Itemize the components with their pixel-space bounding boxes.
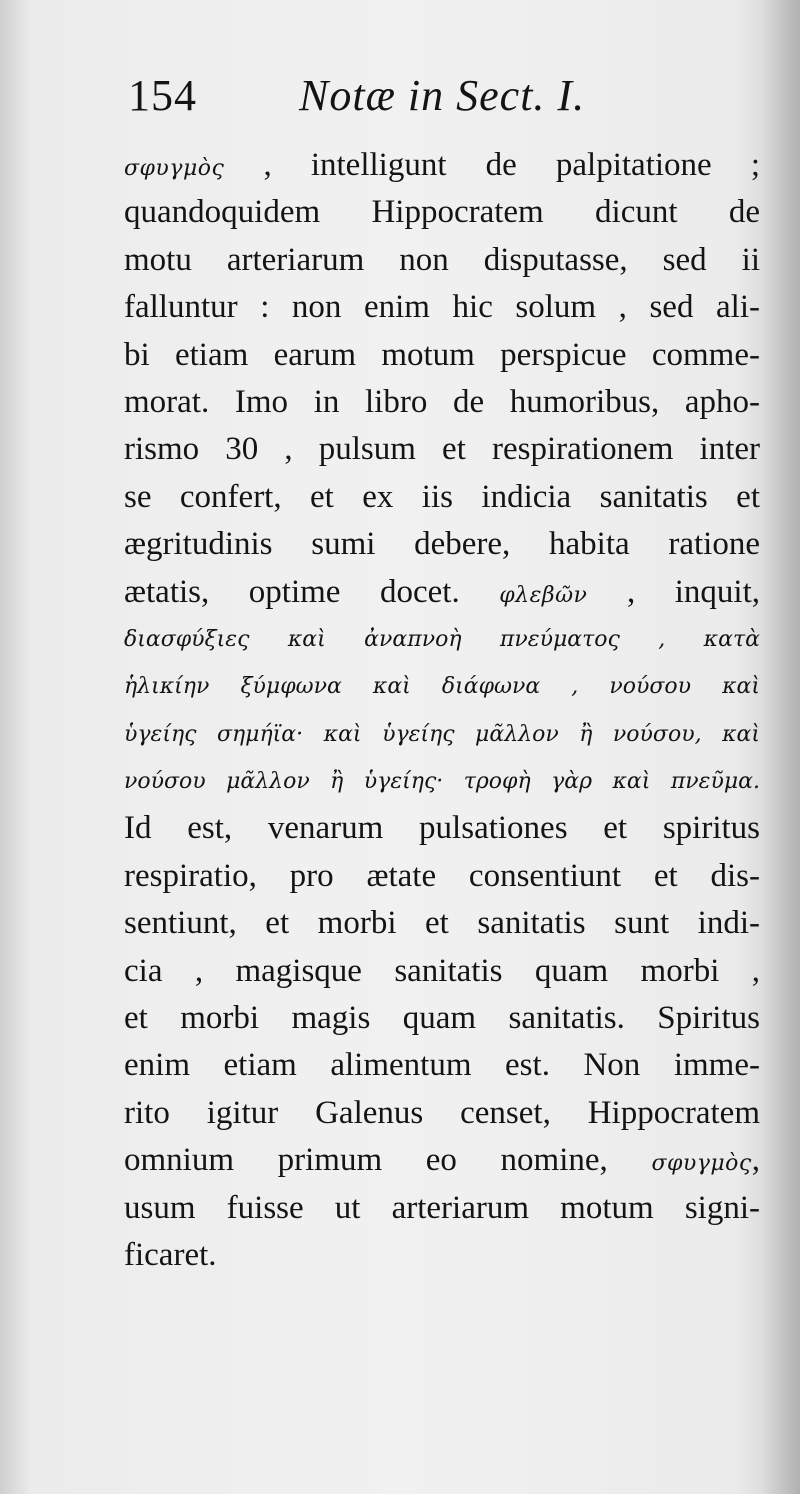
text-line: quandoquidem Hippocratem dicunt de xyxy=(124,194,760,231)
text-line: motu arteriarum non disputasse, sed ii xyxy=(124,241,760,278)
text-line xyxy=(124,142,760,189)
text-line: enim etiam alimentum est. Non imme- xyxy=(124,1047,760,1084)
text-line: respiratio, pro ætate consentiunt et dis- xyxy=(124,857,760,894)
greek-quote-line: ἡλικίην ξύμφωνα καὶ διάφωνα , νούσου καὶ xyxy=(124,674,760,700)
line-text: , inquit, xyxy=(587,573,760,610)
page-number: 154 xyxy=(128,71,197,120)
line-text: , intelligunt de palpitatione ; xyxy=(224,147,760,183)
text-line: bi etiam earum motum perspicue comme- xyxy=(124,336,760,373)
running-title: Notæ in Sect. I. xyxy=(299,71,586,120)
text-line: se confert, et ex iis indicia sanitatis et xyxy=(124,478,760,515)
page-edge-shadow xyxy=(762,0,800,1494)
greek-word: σφυγμὸς xyxy=(651,1151,752,1177)
text-line: cia , magisque sanitatis quam morbi , xyxy=(124,952,760,989)
greek-quote-line: νούσου μᾶλλον ἢ ὑγείης· τροφὴ γὰρ καὶ πνεῦμα. xyxy=(124,769,760,795)
text-line: morat. Imo in libro de humoribus, apho- xyxy=(124,383,760,420)
line-text: omnium primum eo nomine, xyxy=(124,1142,652,1179)
text-line: ægritudinis sumi debere, habita ratione xyxy=(124,526,760,563)
text-line: Id est, venarum pulsationes et spiritus xyxy=(124,810,760,847)
greek-quote-line: διασφύξιες καὶ ἀναπνοὴ πνεύματος , κατὰ xyxy=(124,626,760,652)
text-line: et morbi magis quam sanitatis. Spiritus xyxy=(124,1000,760,1037)
text-line xyxy=(124,1137,760,1184)
body-text xyxy=(124,142,760,1279)
greek-word: φλεβῶν xyxy=(499,582,588,608)
text-line: rismo 30 , pulsum et respirationem inter xyxy=(124,431,760,468)
text-line: rito igitur Galenus censet, Hippocratem xyxy=(124,1094,760,1131)
text-line xyxy=(124,569,760,616)
greek-word: σφυγμὸς xyxy=(124,156,225,181)
text-line: sentiunt, et morbi et sanitatis sunt indi- xyxy=(124,905,760,942)
greek-quote-line: ὑγείης σημήϊα· καὶ ὑγείης μᾶλλον ἢ νούσου, καὶ xyxy=(124,721,760,747)
running-head xyxy=(128,66,768,126)
text-line: ficaret. xyxy=(124,1236,217,1273)
line-text: , xyxy=(751,1142,760,1179)
text-line: usum fuisse ut arteriarum motum signi- xyxy=(124,1189,760,1226)
text-line: falluntur : non enim hic solum , sed ali- xyxy=(124,289,760,326)
line-text: ætatis, optime docet. xyxy=(124,573,500,610)
